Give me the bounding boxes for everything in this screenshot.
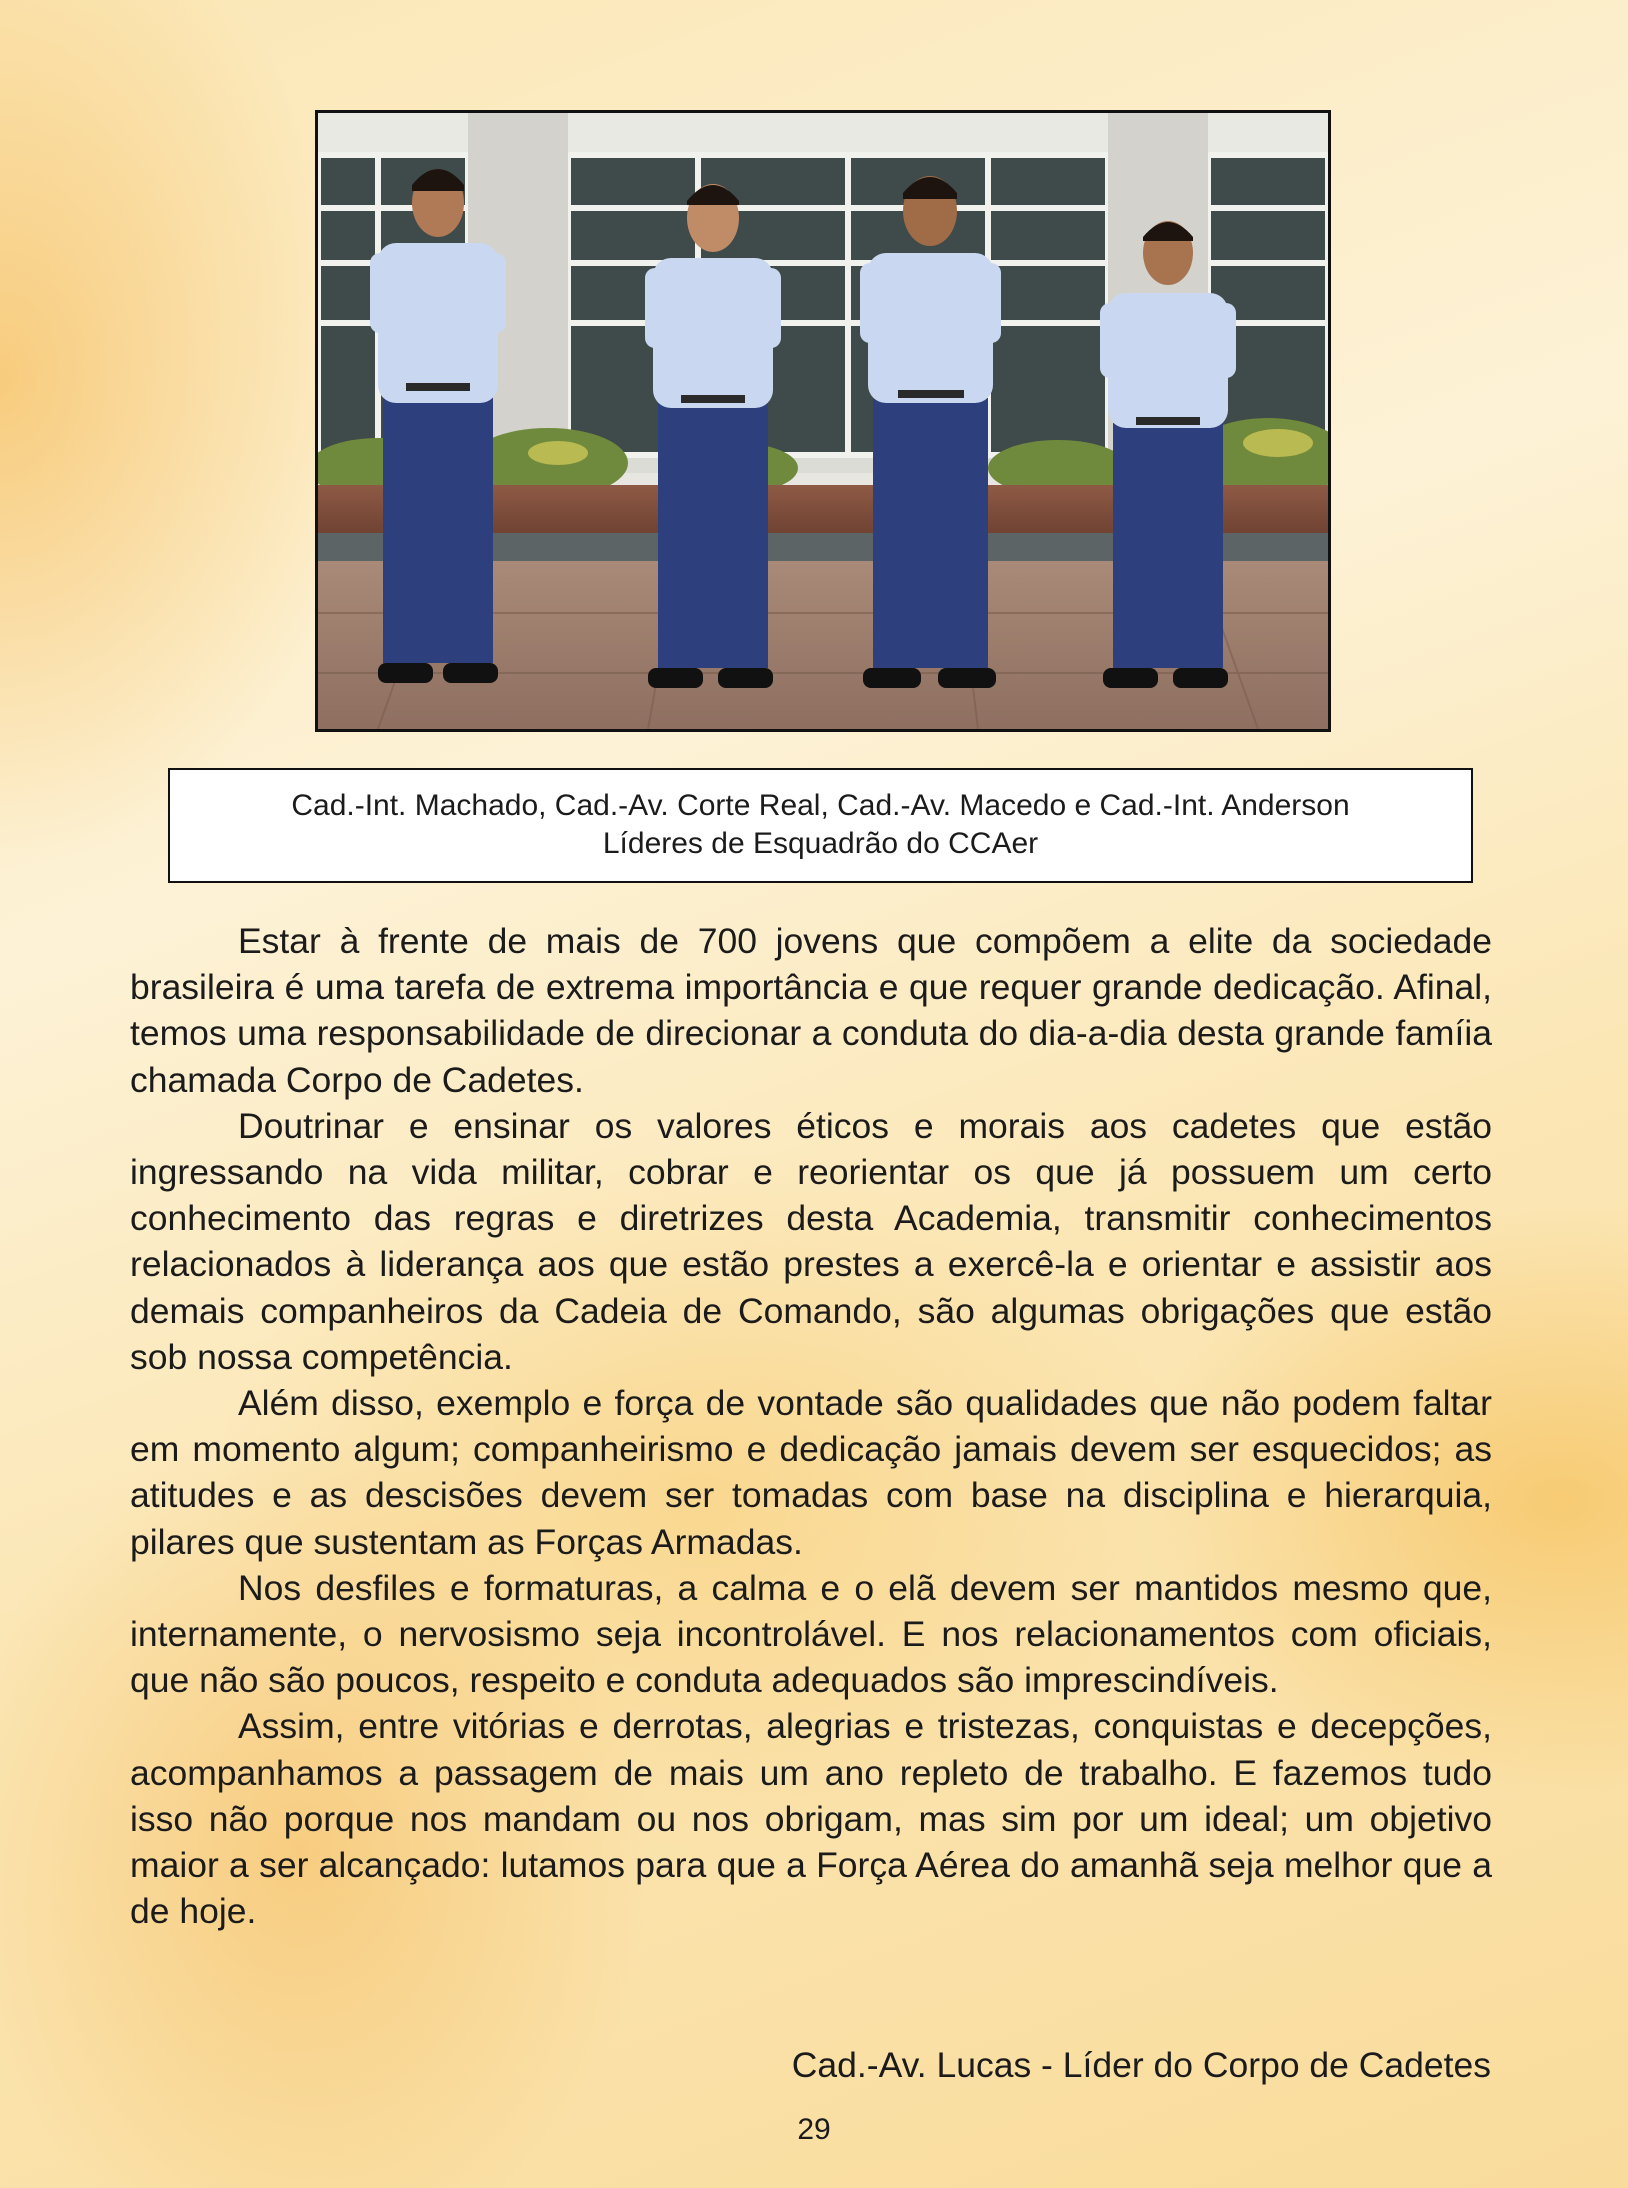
paragraph-1: Estar à frente de mais de 700 jovens que compõem a elite da sociedade brasileira é uma tarefa de extrema importância e que requer grande dedicação. Afinal, temos uma responsabilidade de direcionar a conduta do dia-a-dia desta grande famíia chamada Corpo de Cadetes. — [130, 921, 1492, 1100]
paragraph-3: Além disso, exemplo e força de vontade são qualidades que não podem faltar em momento algum; companheirismo e dedicação jamais devem ser esquecidos; as atitudes e as descisões devem ser tomadas com base na disciplina e hierarquia, pilares que sustentam as Forças Armadas. — [130, 1383, 1492, 1562]
cadet-figure-1 — [370, 169, 506, 683]
caption-title: Líderes de Esquadrão do CCAer — [602, 827, 1039, 860]
cadet-figure-2 — [645, 184, 781, 688]
cadets-photo-illustration — [318, 113, 1328, 729]
paragraph-4: Nos desfiles e formaturas, a calma e o elã devem ser mantidos mesmo que, internamente, o nervosismo seja incontrolável. E nos relacionamentos com oficiais, que não são poucos, respeito e conduta adequados são imprescindíveis. — [130, 1567, 1492, 1701]
caption-names: Cad.-Int. Machado, Cad.-Av. Corte Real, Cad.-Av. Macedo e Cad.-Int. Anderson — [291, 789, 1350, 822]
page-number: 29 — [797, 2113, 831, 2146]
author-signature: Cad.-Av. Lucas - Líder do Corpo de Cadetes — [791, 2045, 1491, 2085]
article-body — [130, 918, 1492, 1934]
cadets-photo — [315, 110, 1331, 732]
photo-caption — [168, 768, 1473, 883]
paragraph-2: Doutrinar e ensinar os valores éticos e morais aos cadetes que estão ingressando na vida militar, cobrar e reorientar os que já possuem um certo conhecimento das regras e diretrizes desta Academia, transmitir conhecimentos relacionados à liderança aos que estão prestes a exercê-la e orientar e assistir aos demais companheiros da Cadeia de Comando, são algumas obrigações que estão sob nossa competência. — [130, 1105, 1492, 1377]
paragraph-5: Assim, entre vitórias e derrotas, alegrias e tristezas, conquistas e decepções, acompanhamos a passagem de mais um ano repleto de trabalho. E fazemos tudo isso não porque nos mandam ou nos obrigam, mas sim por um ideal; um objetivo maior a ser alcançado: lutamos para que a Força Aérea do amanhã seja melhor que a de hoje. — [130, 1706, 1492, 1932]
